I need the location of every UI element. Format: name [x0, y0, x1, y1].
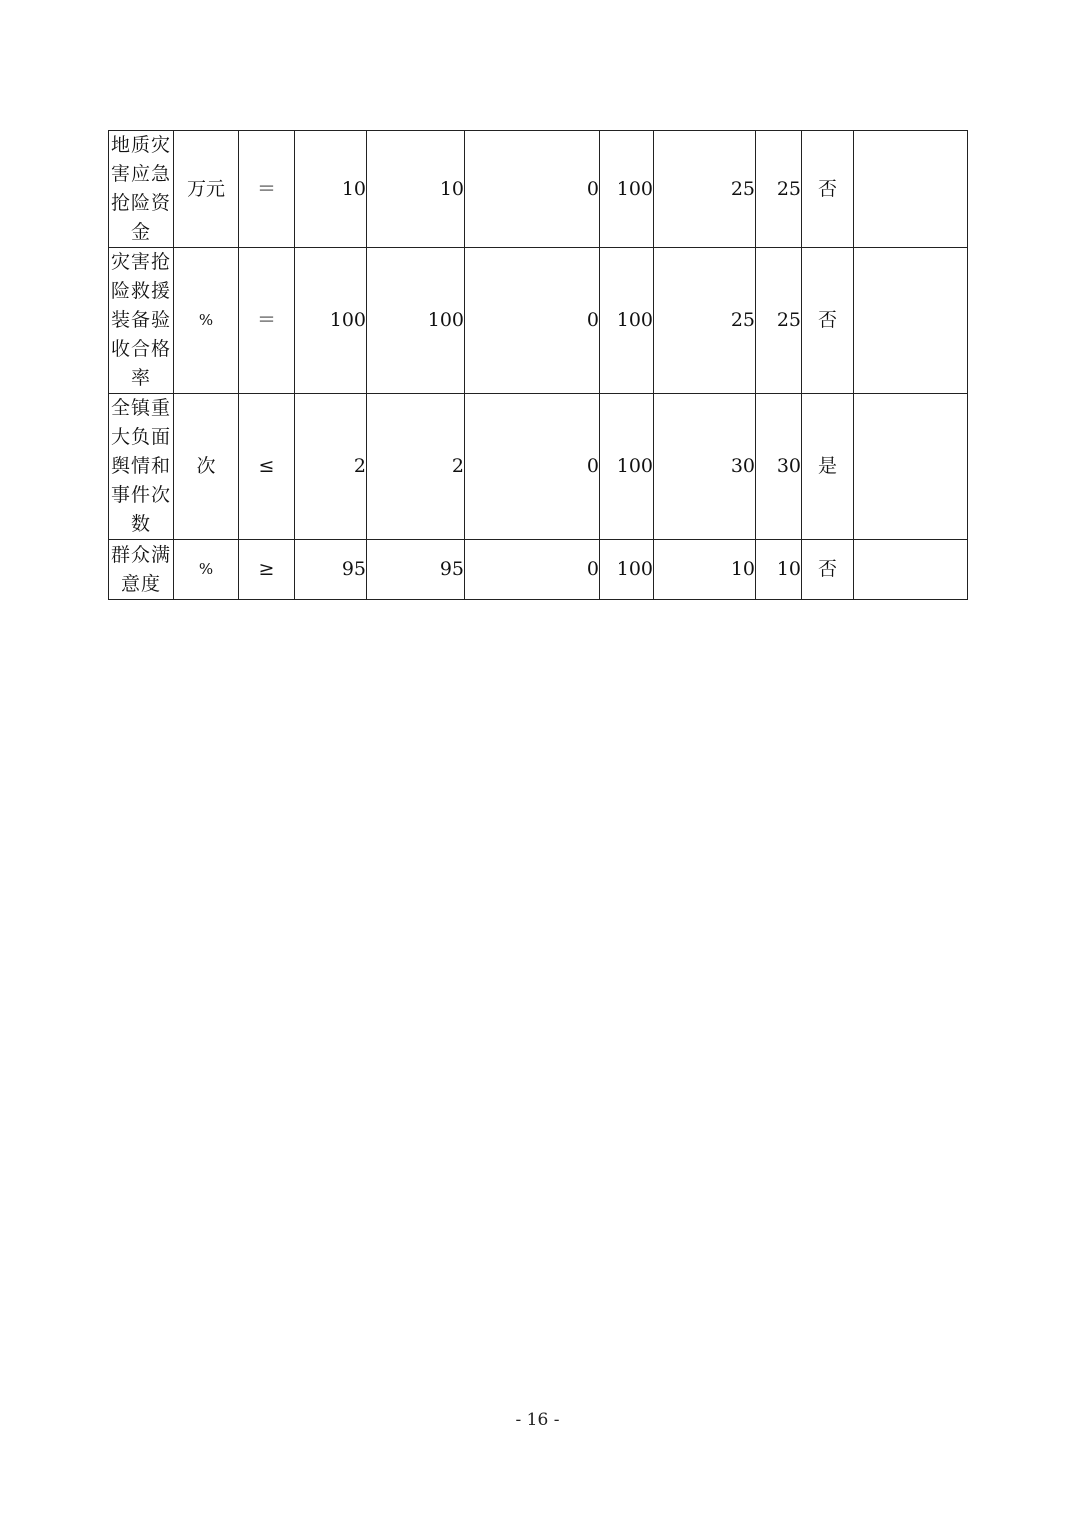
target-value: 2: [295, 394, 367, 540]
weight-value: 25: [654, 131, 756, 248]
deviation-value: 0: [465, 394, 600, 540]
actual-value: 95: [367, 540, 465, 600]
completion-rate: 100: [600, 540, 654, 600]
target-value: 95: [295, 540, 367, 600]
weight-value: 25: [654, 248, 756, 394]
unit: 万元: [174, 131, 239, 248]
actual-value: 100: [367, 248, 465, 394]
remark-cell: [854, 394, 968, 540]
page-number: - 16 -: [515, 1410, 560, 1430]
remark-cell: [854, 248, 968, 394]
yes-no-flag: 否: [802, 131, 854, 248]
comparison-operator: ＝: [239, 248, 295, 394]
comparison-operator: ≥: [239, 540, 295, 600]
indicator-name: 全镇重大负面舆情和事件次数: [109, 394, 174, 540]
deviation-value: 0: [465, 131, 600, 248]
comparison-operator: ≤: [239, 394, 295, 540]
actual-value: 10: [367, 131, 465, 248]
table-row: [109, 394, 968, 540]
completion-rate: 100: [600, 131, 654, 248]
indicator-name: 地质灾害应急抢险资金: [109, 131, 174, 248]
score-value: 25: [756, 131, 802, 248]
yes-no-flag: 否: [802, 540, 854, 600]
table-row: [109, 131, 968, 248]
yes-no-flag: 是: [802, 394, 854, 540]
actual-value: 2: [367, 394, 465, 540]
weight-value: 30: [654, 394, 756, 540]
weight-value: 10: [654, 540, 756, 600]
target-value: 100: [295, 248, 367, 394]
unit: %: [174, 248, 239, 394]
indicator-name: 灾害抢险救援装备验收合格率: [109, 248, 174, 394]
performance-table: [108, 130, 968, 600]
comparison-operator: ＝: [239, 131, 295, 248]
table-row: [109, 248, 968, 394]
target-value: 10: [295, 131, 367, 248]
score-value: 10: [756, 540, 802, 600]
completion-rate: 100: [600, 248, 654, 394]
score-value: 30: [756, 394, 802, 540]
completion-rate: 100: [600, 394, 654, 540]
unit: %: [174, 540, 239, 600]
remark-cell: [854, 540, 968, 600]
indicator-name: 群众满意度: [109, 540, 174, 600]
score-value: 25: [756, 248, 802, 394]
deviation-value: 0: [465, 540, 600, 600]
remark-cell: [854, 131, 968, 248]
deviation-value: 0: [465, 248, 600, 394]
yes-no-flag: 否: [802, 248, 854, 394]
unit: 次: [174, 394, 239, 540]
table-row: [109, 540, 968, 600]
